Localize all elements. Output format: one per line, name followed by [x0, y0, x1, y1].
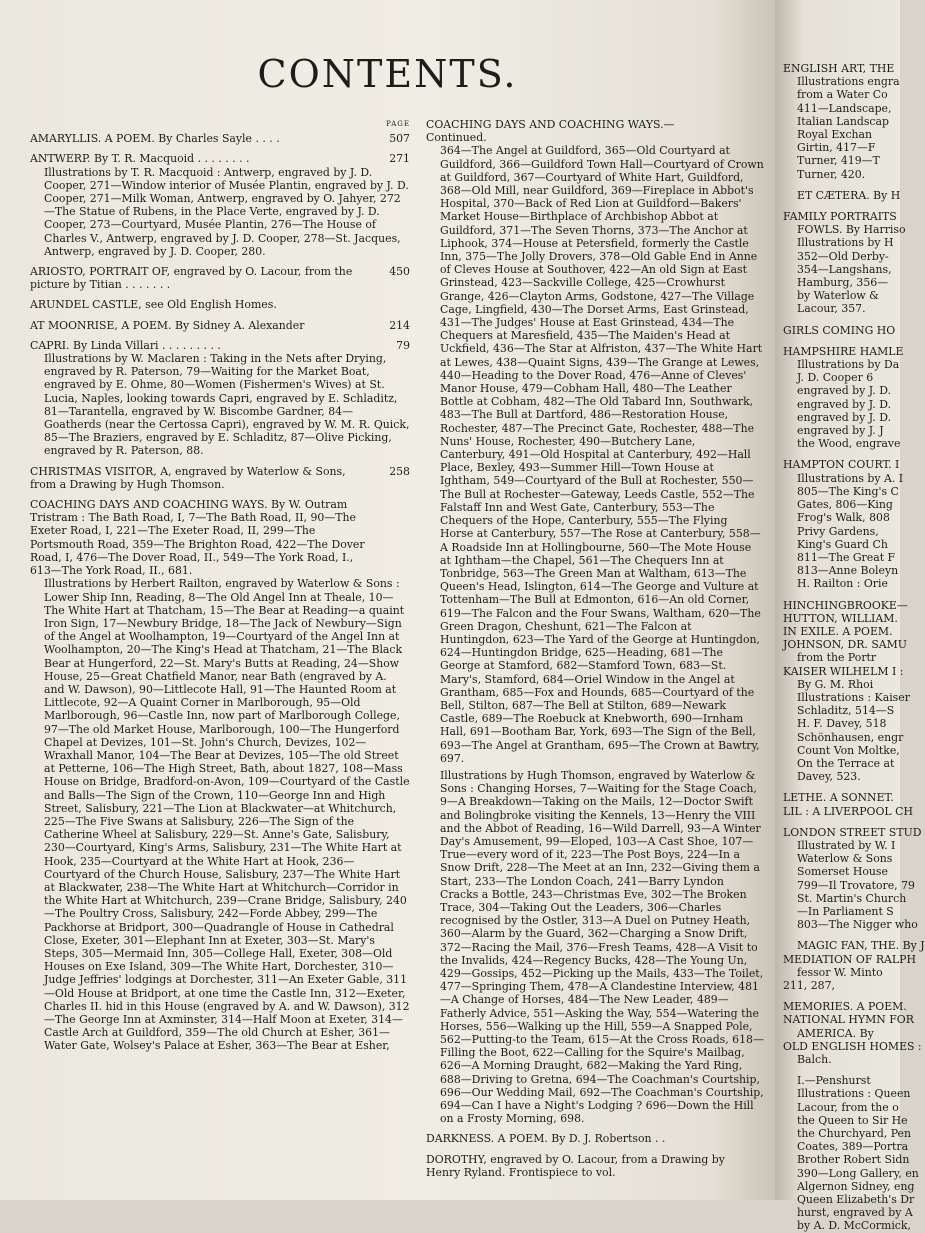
right-column-line: H. Railton : Orie — [797, 577, 888, 591]
right-column-line: LONDON STREET STUD — [783, 825, 922, 839]
right-column-line: 354—Langshans, — [797, 262, 892, 276]
right-column-line: Schönhausen, engr — [797, 730, 904, 744]
right-column-line: by Waterlow & — [797, 289, 879, 303]
right-column-line: fessor W. Minto — [797, 965, 883, 979]
right-column-line: Lacour, from the o — [797, 1100, 899, 1114]
right-column-line: 813—Anne Boleyn — [797, 564, 899, 578]
entry-title: AMARYLLIS. A POEM. By Charles Sayle . . . . — [30, 132, 280, 146]
contents-entry — [30, 265, 410, 291]
spacer — [783, 591, 913, 599]
right-column-line: By G. M. Rhoi — [797, 677, 874, 691]
entry-heading — [30, 298, 410, 311]
entry-heading — [426, 118, 764, 144]
right-column-line: by A. D. McCormick, — [797, 1219, 911, 1233]
spacer — [783, 450, 913, 458]
right-column-line: Italian Landscap — [797, 114, 889, 128]
right-column-line: Illustrations by A. I — [797, 471, 904, 485]
contents-entry — [30, 498, 410, 1053]
right-column-line: J. D. Cooper 6 — [797, 371, 874, 385]
right-column-line: engraved by J. D. — [797, 384, 891, 398]
entry-heading — [426, 1153, 764, 1179]
right-column-line: 811—The Great F — [797, 550, 896, 564]
right-column-line: HINCHINGBROOKE— — [783, 598, 908, 612]
entry-page-number: 214 — [389, 318, 410, 332]
contents-entry — [426, 1132, 764, 1145]
right-column-line: AMERICA. By — [797, 1026, 874, 1040]
right-column-line: Schladitz, 514—S — [797, 704, 895, 718]
right-column-line: 390—Long Gallery, en — [797, 1166, 919, 1180]
right-column-line: engraved by J. D. — [797, 397, 891, 411]
right-column-line: I.—Penshurst — [797, 1074, 871, 1088]
right-column-line: Queen Elizabeth's Dr — [797, 1193, 915, 1207]
entry-illustrations: Illustrations by W. Maclaren : Taking in the Nets after Drying, engraved by R. Paterson, 79—Waiting for the Market Boat, engraved by E. Ohme, 80—Women (Fishermen's Wives) at St. Lucia, Naples, looking towards Capri, engraved by E. Schladitz, 81—Tarantella, engraved by W. Biscombe Gardner, 84—Goatherds (near the Certossa Capri), engraved by W. M. R. Quick, 85—The Braziers, engraved by E. Schladitz, 87—Olive Picking, engraved by R. Paterson, 88. — [44, 352, 410, 458]
entry-page-number: 507 — [389, 132, 410, 146]
entry-heading — [30, 319, 410, 332]
right-column-line: Illustrations by Da — [797, 358, 900, 372]
contents-column-right — [783, 62, 925, 1233]
entry-title: DARKNESS. A POEM. By D. J. Robertson . . — [426, 1132, 666, 1146]
right-column-line: 411—Landscape, — [797, 101, 892, 115]
entry-heading — [30, 339, 410, 352]
right-column-line: Gates, 806—King — [797, 498, 893, 512]
right-column-line: HAMPSHIRE HAMLE — [783, 344, 904, 358]
right-column-line: hurst, engraved by A — [797, 1206, 913, 1220]
spacer — [783, 181, 913, 189]
page-title: CONTENTS. — [257, 52, 518, 96]
right-column-line: 805—The King's C — [797, 484, 899, 498]
entry-illustrations: Illustrations by Hugh Thomson, engraved by Waterlow & Sons : Changing Horses, 7—Waiting for the Stage Coach, 9—A Breakdown—Taking on the Mails, 12—Doctor Swift and Bolingbroke visiting the Kennels, 13—Henry the VIII and the Abbot of Reading, 16—Wild Darrell, 93—A Winter Day's Amusement, 99—Eloped, 103—A Cast Shoe, 107—True—every word of it, 223—The Post Boys, 224—In a Snow Drift, 228—The Meet at an Inn, 232—Giving them a Start, 233—The London Coach, 241—Barry Lyndon Cracks a Bottle, 243—Christmas Eve, 302—The Broken Trace, 304—Taking Out the Leaders, 306—Charles recognised by the Ostler, 313—A Duel on Putney Heath, 360—Alarm by the Guard, 362—Charging a Snow Drift, 372—Racing the Mail, 376—Fresh Teams, 428—A Visit to the Invalids, 424—Regency Bucks, 428—The Young Un, 429—Gossips, 452—Picking up the Mails, 433—The Toilet, 477—Springing Them, 478—A Clandestine Interview, 481—A Change of Horses, 484—The New Leader, 489—Fatherly Advice, 551—Asking the Way, 554—Watering the Horses, 556—Walking up the Hill, 559—A Snapped Pole, 562—Putting-to the Team, 615—At the Cross Roads, 618—Filling the Boot, 622—Calling for the Squire's Mailbag, 626—A Morning Draught, 682—Making the Yard Ring, 688—Driving to Gretna, 694—The Coachman's Courtship, 696—Our Wedding Mail, 692—The Coachman's Courtship, 694—Can I have a Night's Lodging ? 696—Down the Hill on a Frosty Morning, 698. — [440, 768, 764, 1126]
contents-column-left — [30, 118, 410, 1060]
entry-title: CAPRI. By Linda Villari . . . . . . . . . — [30, 338, 221, 352]
entry-page-number: 79 — [396, 338, 410, 352]
right-column-line: MAGIC FAN, THE. By J — [797, 939, 925, 953]
spacer — [783, 1066, 913, 1074]
right-column-line: Count Von Moltke, — [797, 743, 900, 757]
right-column-line: Illustrated by W. I — [797, 838, 896, 852]
right-column-line: 799—Il Trovatore, 79 — [797, 878, 915, 892]
right-column-line: Brother Robert Sidn — [797, 1153, 910, 1167]
spacer — [783, 202, 913, 210]
right-column-line: the Queen to Sir He — [797, 1113, 908, 1127]
page-column-label: PAGE — [386, 120, 410, 128]
right-column-line: from the Portr — [797, 651, 877, 665]
right-column-line: Turner, 420. — [797, 167, 866, 181]
right-column-line: FOWLS. By Harriso — [797, 223, 906, 237]
right-column-line: Illustrations by H — [797, 236, 894, 250]
right-column-line: 803—The Nigger who — [797, 918, 918, 932]
right-column-line: FAMILY PORTRAITS — [783, 210, 897, 224]
entry-page-number: 258 — [389, 464, 410, 478]
right-column-line: JOHNSON, DR. SAMU — [783, 638, 907, 652]
right-column-line: IN EXILE. A POEM. — [783, 624, 893, 638]
entry-title: AT MOONRISE, A POEM. By Sidney A. Alexander — [30, 318, 305, 332]
right-column-line: GIRLS COMING HO — [783, 323, 896, 337]
contents-entry — [30, 132, 410, 145]
right-column-line: engraved by J. D. — [797, 410, 891, 424]
right-column-line: Waterlow & Sons — [797, 852, 893, 866]
entry-illustrations: Illustrations by T. R. Macquoid : Antwerp, engraved by J. D. Cooper, 271—Window interior of Musée Plantin, engraved by J. D. Cooper, 271—Milk Woman, Antwerp, engraved by O. Jahyer, 272—The Statue of Rubens, in the Place Verte, engraved by J. D. Cooper, 273—Courtyard, Musée Plantin, 276—The House of Charles V., Antwerp, engraved by J. D. Cooper, 278—St. Jacques, Antwerp, engraved by J. D. Cooper, 280. — [44, 165, 409, 258]
entry-title: ARUNDEL CASTLE, see Old English Homes. — [30, 298, 277, 312]
right-column-line: MEDIATION OF RALPH — [783, 952, 916, 966]
entry-page-number: 450 — [389, 265, 410, 279]
right-column-line: Lacour, 357. — [797, 302, 866, 316]
right-column-line: 352—Old Derby- — [797, 249, 889, 263]
right-column-line: MEMORIES. A POEM. — [783, 1000, 907, 1014]
entry-page-number: 271 — [389, 152, 410, 166]
entry-title: DOROTHY, engraved by O. Lacour, from a Drawing by Henry Ryland. Frontispiece to vol. — [426, 1152, 725, 1179]
right-column-line: St. Martin's Church — [797, 891, 907, 905]
right-column-line: —In Parliament S — [797, 904, 894, 918]
right-column-line: Hamburg, 356— — [797, 276, 889, 290]
entry-heading — [426, 1132, 764, 1145]
entry-title: ARIOSTO, PORTRAIT OF, engraved by O. Lacour, from the picture by Titian . . . . . . . — [30, 265, 353, 292]
right-column-line: Frog's Walk, 808 — [797, 511, 890, 525]
entry-heading — [30, 132, 410, 145]
right-column-line: 211, 287, — [783, 979, 835, 992]
entry-heading — [30, 498, 410, 577]
contents-entry — [30, 152, 410, 258]
contents-column-middle — [426, 118, 764, 1186]
right-column-line: LETHE. A SONNET. — [783, 791, 894, 805]
right-column-line: Illustrations : Kaiser — [797, 690, 910, 704]
contents-entry — [30, 339, 410, 458]
spacer — [783, 337, 913, 345]
spacer — [783, 783, 913, 791]
right-column-line: LIL : A LIVERPOOL CH — [783, 804, 913, 818]
entry-title: COACHING DAYS AND COACHING WAYS.—Continued. — [426, 118, 675, 145]
entry-heading — [30, 152, 410, 165]
right-column-line: NATIONAL HYMN FOR — [783, 1013, 914, 1027]
contents-entry — [30, 319, 410, 332]
right-column-line: ENGLISH ART, THE — [783, 62, 895, 75]
right-column-line: the Wood, engrave — [797, 437, 901, 451]
right-column-line: OLD ENGLISH HOMES : — [783, 1039, 922, 1053]
contents-entry — [426, 118, 764, 1125]
right-column-line: Algernon Sidney, eng — [797, 1179, 915, 1193]
right-column-line: Somerset House — [797, 865, 888, 879]
entry-illustrations: Illustrations by Herbert Railton, engraved by Waterlow & Sons : Lower Ship Inn, Reading, 8—The Old Angel Inn at Theale, 10—The White Hart at Thatcham, 15—The Bear at Reading—a quaint Iron Sign, 17—Newbury Bridge, 18—The Jack of Newbury—Sign of the Angel at Woolhampton, 19—Courtyard of the Angel Inn at Woolhampton, 20—The King's Head at Thatcham, 21—The Black Bear at Hungerford, 22—St. Mary's Butts at Reading, 24—Show House, 25—Great Chatfield Manor, near Bath (engraved by A. and W. Dawson), 90—Littlecote Hall, 91—The Haunted Room at Littlecote, 92—A Quaint Corner in Marlborough, 95—Old Marlborough, 96—Castle Inn, now part of Marlborough College, 97—The old Market House, Marlborough, 100—The Hungerford Chapel at Devizes, 101—St. John's Church, Devizes, 102—Wraxhall Manor, 104—The Bear at Devizes, 105—The old Street at Petterne, 106—The High Street, Bath, about 1827, 108—Mass House on Bridge, Bradford-on-Avon, 109—Courtyard of the Castle and Balls—The Sign of the Crown, 110—George Inn and High Street, Salisbury, 221—The Lion at Blackwater—at Whitchurch, 225—The Five Swans at Salisbury, 226—The Sign of the Catherine Wheel at Salisbury, 229—St. Anne's Gate, Salisbury, 230—Courtyard, King's Arms, Salisbury, 231—The White Hart at Hook, 235—Courtyard at the White Hart at Hook, 236—Courtyard of the Church House, Salisbury, 237—The White Hart at Blackwater, 238—The White Hart at Whitchurch—Corridor in the White Hart at Whitchurch, 239—Crane Bridge, Salisbury, 240—The Poultry Cross, Salisbury, 242—Forde Abbey, 299—The Packhorse at Bridport, 300—Quadrangle of House in Cathedral Close, Exeter, 301—Elephant Inn at Exeter, 303—St. Mary's Steps, 305—Mermaid Inn, 305—College Hall, Exeter, 308—Old Houses on Exe Island, 309—The White Hart, Dorchester, 310—Judge Jeffries' lodgings at Dorchester, 311—An Exeter Gable, 311—Old House at Bridport, at one time the Castle Inn, 312—Exeter, Charles II. hid in this House (engraved by A. and W. Dawson), 312—The George Inn at Axminster, 314—Half Moon at Exeter, 314—Castle Arch at Guildford, 359—The old Church at Esher, 361—Water Gate, Wolsey's Palace at Esher, 363—The Bear at Esher, — [44, 577, 410, 1053]
right-column-line: Girtin, 417—F — [797, 141, 876, 155]
entry-heading — [30, 465, 410, 491]
right-column-line: ET CÆTERA. By H — [797, 188, 901, 202]
right-column-line: Privy Gardens, — [797, 524, 879, 538]
right-column-line: the Churchyard, Pen — [797, 1127, 912, 1141]
right-column-line: from a Water Co — [797, 88, 888, 102]
entry-title: CHRISTMAS VISITOR, A, engraved by Waterlow & Sons, from a Drawing by Hugh Thomson. — [30, 464, 346, 491]
right-column-line: On the Terrace at — [797, 756, 895, 770]
entry-heading — [30, 265, 410, 291]
contents-entry — [30, 298, 410, 311]
right-column-line: engraved by J. J — [797, 424, 884, 438]
right-column-line: H. F. Davey, 518 — [797, 717, 887, 731]
right-column-line: Coates, 389—Portra — [797, 1140, 909, 1154]
entry-illustrations: 364—The Angel at Guildford, 365—Old Courtyard at Guildford, 366—Guildford Town Hall—Courtyard of Crown at Guildford, 367—Courtyard of White Hart, Guildford, 368—Old Mill, near Guildford, 369—Fireplace in Abbot's Hospital, 370—Back of Red Lion at Guildford—Bakers' Market House—Birthplace of Archbishop Abbot at Guildford, 371—The Seven Thorns, 373—The Anchor at Liphook, 374—House at Petersfield, formerly the Castle Inn, 375—The Jolly Drovers, 378—Old Gable End in Anne of Cleves House at Southover, 422—An old Sign at East Grinstead, 423—Sackville College, 425—Crowhurst Grange, 426—Clayton Arms, Godstone, 427—The Village Cage, Lingfield, 430—The Dorset Arms, East Grinstead, 431—The Judges' House at East Grinstead, 434—The Chequers at Maresfield, 435—The Maiden's Head at Uckfield, 436—The Star at Alfriston, 437—The White Hart at Lewes, 438—Quaint Signs, 439—The Grange at Lewes, 440—Heading to the Dover Road, 476—Anne of Cleves' Manor House, 479—Cobham Hall, 480—The Leather Bottle at Cobham, 482—The Old Tabard Inn, Southwark, 483—The Bull at Dartford, 486—Restoration House, Rochester, 487—The Precinct Gate, Rochester, 488—The Nuns' House, Rochester, 490—Butchery Lane, Canterbury, 491—Old Hospital at Canterbury, 492—Hall Place, Bexley, 493—Summer Hill—Town House at Ightham, 549—Courtyard of the Bull at Rochester, 550—The Bull at Rochester—Gateway, Leeds Castle, 552—The Falstaff Inn and West Gate, Canterbury, 553—The Chequers of the Hope, Canterbury, 555—The Flying Horse at Canterbury, 557—The Rose at Canterbury, 558—A Roadside Inn at Hollingbourne, 560—The Mote House at Ightham—the Chapel, 561—The Chequers Inn at Tonbridge, 563—The Green Man at Waltham, 613—The Queen's Head, Islington, 614—The George and Vulture at Tottenham—The Bull at Edmonton, 616—An old Corner, 619—The Falcon and the Four Swans, Waltham, 620—The Green Dragon, Cheshunt, 621—The Falcon at Huntingdon, 623—The Yard of the George at Huntingdon, 624—Huntingdon Bridge, 625—Heading, 681—The George at Stamford, 682—Stamford Town, 683—St. Mary's, Stamford, 684—Oriel Window in the Angel at Grantham, 685—Fox and Hounds, 685—Courtyard of the Bell, Stilton, 687—The Bell at Stilton, 689—Newark Castle, 689—The Roebuck at Knebworth, 690—Irnham Hall, 691—Bootham Bar, York, 693—The Sign of the Bell, 693—The Angel at Grantham, 695—The Crown at Bawtry, 697. — [440, 144, 764, 765]
spacer — [783, 316, 913, 324]
right-column-line: Balch. — [797, 1053, 832, 1067]
right-column-line: Illustrations engra — [797, 75, 900, 89]
right-column-line: KAISER WILHELM I : — [783, 664, 904, 678]
contents-entry — [30, 465, 410, 491]
spacer — [783, 818, 913, 826]
right-column-line: HUTTON, WILLIAM. — [783, 611, 898, 625]
right-column-line: Illustrations : Queen — [797, 1087, 911, 1101]
right-column-line: King's Guard Ch — [797, 537, 888, 551]
contents-entry — [426, 1153, 764, 1179]
entry-title: ANTWERP. By T. R. Macquoid . . . . . . . . — [30, 152, 250, 166]
right-column-line: Royal Exchan — [797, 128, 873, 142]
right-column-line: Davey, 523. — [797, 770, 861, 784]
spacer — [783, 992, 913, 1000]
right-column-line: HAMPTON COURT. I — [783, 458, 900, 472]
right-column-line: Turner, 419—T — [797, 154, 880, 168]
entry-title: COACHING DAYS AND COACHING WAYS. By W. Outram Tristram : The Bath Road, I, 7—The Bath Road, II, 90—The Exeter Road, I, 221—The Exeter Road, II, 299—The Portsmouth Road, 359—The Brighton Road, 422—The Dover Road, I, 476—The Dover Road, II., 549—The York Road, I., 613—The York Road, II., 681. — [30, 498, 365, 578]
spacer — [783, 931, 913, 939]
